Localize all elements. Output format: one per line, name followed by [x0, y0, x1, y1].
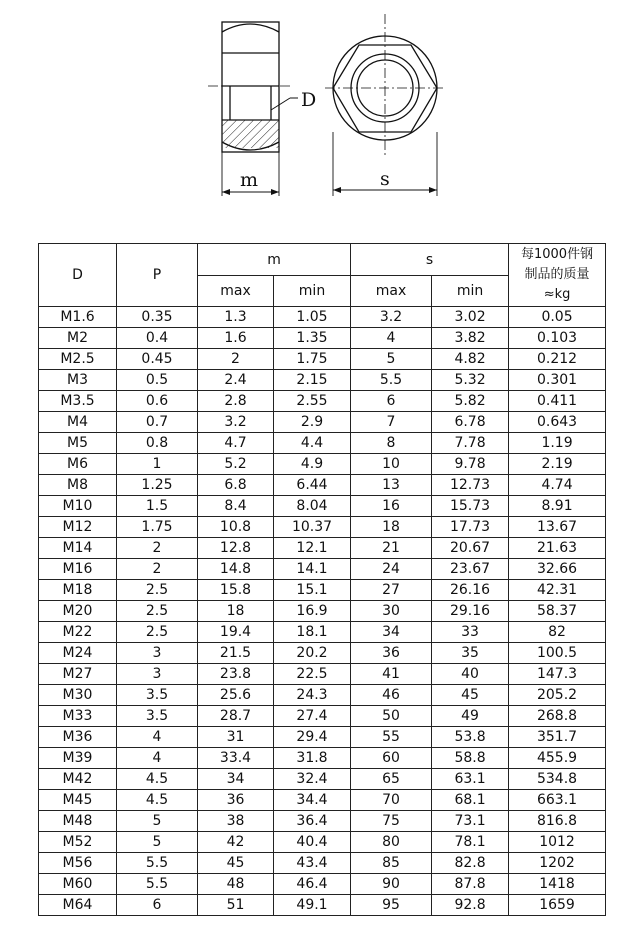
cell-d: M10	[39, 496, 117, 517]
cell-d: M45	[39, 790, 117, 811]
cell-d: M3	[39, 370, 117, 391]
cell-p: 0.6	[117, 391, 198, 412]
cell-mass: 1.19	[509, 433, 606, 454]
cell-m-min: 4.9	[274, 454, 351, 475]
cell-m-min: 4.4	[274, 433, 351, 454]
cell-m-min: 16.9	[274, 601, 351, 622]
cell-s-min: 6.78	[432, 412, 509, 433]
cell-s-min: 15.73	[432, 496, 509, 517]
cell-s-min: 87.8	[432, 874, 509, 895]
header-s-max: max	[351, 276, 432, 307]
cell-s-max: 85	[351, 853, 432, 874]
cell-m-min: 8.04	[274, 496, 351, 517]
cell-mass: 351.7	[509, 727, 606, 748]
cell-mass: 32.66	[509, 559, 606, 580]
cell-d: M64	[39, 895, 117, 916]
table-row	[39, 601, 606, 622]
cell-m-max: 31	[198, 727, 274, 748]
cell-d: M18	[39, 580, 117, 601]
cell-m-max: 33.4	[198, 748, 274, 769]
table-row	[39, 790, 606, 811]
table-row	[39, 307, 606, 328]
cell-mass: 205.2	[509, 685, 606, 706]
cell-mass: 0.05	[509, 307, 606, 328]
table-row	[39, 727, 606, 748]
cell-p: 2	[117, 538, 198, 559]
label-s: s	[380, 168, 390, 190]
cell-d: M22	[39, 622, 117, 643]
cell-d: M16	[39, 559, 117, 580]
cell-s-max: 90	[351, 874, 432, 895]
cell-m-max: 1.6	[198, 328, 274, 349]
cell-mass: 0.301	[509, 370, 606, 391]
cell-s-max: 80	[351, 832, 432, 853]
header-d: D	[39, 244, 117, 307]
cell-mass: 1012	[509, 832, 606, 853]
cell-s-max: 70	[351, 790, 432, 811]
cell-s-max: 21	[351, 538, 432, 559]
cell-s-min: 12.73	[432, 475, 509, 496]
cell-d: M20	[39, 601, 117, 622]
cell-d: M48	[39, 811, 117, 832]
cell-p: 4.5	[117, 790, 198, 811]
cell-s-min: 5.32	[432, 370, 509, 391]
table-row	[39, 769, 606, 790]
table-row	[39, 433, 606, 454]
cell-m-min: 24.3	[274, 685, 351, 706]
header-mass	[509, 244, 606, 307]
cell-d: M39	[39, 748, 117, 769]
cell-mass: 0.103	[509, 328, 606, 349]
cell-m-min: 32.4	[274, 769, 351, 790]
table-row	[39, 475, 606, 496]
cell-mass: 816.8	[509, 811, 606, 832]
cell-d: M24	[39, 643, 117, 664]
cell-s-max: 46	[351, 685, 432, 706]
cell-s-max: 50	[351, 706, 432, 727]
cell-m-min: 46.4	[274, 874, 351, 895]
cell-d: M52	[39, 832, 117, 853]
cell-p: 1.25	[117, 475, 198, 496]
cell-m-min: 49.1	[274, 895, 351, 916]
cell-s-max: 6	[351, 391, 432, 412]
cell-p: 5.5	[117, 853, 198, 874]
cell-mass: 663.1	[509, 790, 606, 811]
cell-p: 4.5	[117, 769, 198, 790]
cell-s-min: 92.8	[432, 895, 509, 916]
table-row	[39, 895, 606, 916]
cell-m-max: 15.8	[198, 580, 274, 601]
cell-s-min: 49	[432, 706, 509, 727]
cell-m-min: 12.1	[274, 538, 351, 559]
cell-s-min: 29.16	[432, 601, 509, 622]
cell-d: M56	[39, 853, 117, 874]
cell-m-max: 10.8	[198, 517, 274, 538]
table-row	[39, 349, 606, 370]
cell-m-min: 1.75	[274, 349, 351, 370]
cell-mass: 4.74	[509, 475, 606, 496]
table-row	[39, 811, 606, 832]
cell-s-min: 5.82	[432, 391, 509, 412]
cell-p: 2	[117, 559, 198, 580]
table-row	[39, 664, 606, 685]
cell-m-min: 2.15	[274, 370, 351, 391]
cell-m-min: 2.9	[274, 412, 351, 433]
cell-m-max: 25.6	[198, 685, 274, 706]
table-row	[39, 328, 606, 349]
table-row	[39, 643, 606, 664]
cell-mass: 100.5	[509, 643, 606, 664]
cell-s-min: 23.67	[432, 559, 509, 580]
cell-m-min: 36.4	[274, 811, 351, 832]
label-m: m	[240, 169, 259, 191]
cell-s-max: 75	[351, 811, 432, 832]
cell-m-min: 1.05	[274, 307, 351, 328]
cell-s-max: 55	[351, 727, 432, 748]
header-mass-line1: 每1000件钢	[520, 247, 594, 262]
cell-s-min: 3.02	[432, 307, 509, 328]
cell-d: M27	[39, 664, 117, 685]
cell-d: M8	[39, 475, 117, 496]
cell-s-min: 7.78	[432, 433, 509, 454]
table-row	[39, 517, 606, 538]
cell-s-min: 78.1	[432, 832, 509, 853]
cell-mass: 1418	[509, 874, 606, 895]
cell-d: M2	[39, 328, 117, 349]
table-row	[39, 685, 606, 706]
cell-m-max: 3.2	[198, 412, 274, 433]
cell-p: 2.5	[117, 622, 198, 643]
cell-p: 1.5	[117, 496, 198, 517]
cell-p: 3.5	[117, 685, 198, 706]
table-row	[39, 706, 606, 727]
cell-s-min: 17.73	[432, 517, 509, 538]
cell-p: 1.75	[117, 517, 198, 538]
cell-s-min: 73.1	[432, 811, 509, 832]
header-m-min: min	[274, 276, 351, 307]
cell-mass: 268.8	[509, 706, 606, 727]
cell-s-max: 36	[351, 643, 432, 664]
cell-d: M5	[39, 433, 117, 454]
cell-p: 0.35	[117, 307, 198, 328]
cell-p: 2.5	[117, 580, 198, 601]
cell-d: M14	[39, 538, 117, 559]
cell-m-max: 42	[198, 832, 274, 853]
cell-d: M2.5	[39, 349, 117, 370]
cell-m-max: 4.7	[198, 433, 274, 454]
cell-m-max: 14.8	[198, 559, 274, 580]
cell-m-max: 2.8	[198, 391, 274, 412]
cell-mass: 2.19	[509, 454, 606, 475]
cell-s-max: 3.2	[351, 307, 432, 328]
header-mass-line2: 制品的质量	[524, 267, 590, 282]
cell-s-min: 4.82	[432, 349, 509, 370]
cell-m-max: 18	[198, 601, 274, 622]
cell-s-min: 40	[432, 664, 509, 685]
header-s-min: min	[432, 276, 509, 307]
header-m-max: max	[198, 276, 274, 307]
cell-mass: 21.63	[509, 538, 606, 559]
cell-p: 6	[117, 895, 198, 916]
cell-p: 3	[117, 664, 198, 685]
cell-s-min: 68.1	[432, 790, 509, 811]
cell-s-min: 33	[432, 622, 509, 643]
cell-s-min: 26.16	[432, 580, 509, 601]
cell-p: 0.45	[117, 349, 198, 370]
table-row	[39, 748, 606, 769]
cell-s-min: 82.8	[432, 853, 509, 874]
cell-m-max: 28.7	[198, 706, 274, 727]
cell-s-min: 63.1	[432, 769, 509, 790]
cell-m-max: 36	[198, 790, 274, 811]
cell-d: M6	[39, 454, 117, 475]
label-d: D	[301, 89, 317, 111]
cell-p: 0.7	[117, 412, 198, 433]
cell-s-max: 5	[351, 349, 432, 370]
cell-s-max: 16	[351, 496, 432, 517]
cell-m-max: 19.4	[198, 622, 274, 643]
cell-s-max: 5.5	[351, 370, 432, 391]
cell-mass: 8.91	[509, 496, 606, 517]
cell-m-max: 12.8	[198, 538, 274, 559]
cell-s-max: 65	[351, 769, 432, 790]
table-body	[39, 307, 606, 916]
cell-mass: 58.37	[509, 601, 606, 622]
cell-mass: 455.9	[509, 748, 606, 769]
cell-d: M1.6	[39, 307, 117, 328]
cell-s-max: 27	[351, 580, 432, 601]
cell-m-max: 51	[198, 895, 274, 916]
table-row	[39, 370, 606, 391]
cell-d: M30	[39, 685, 117, 706]
cell-p: 5	[117, 811, 198, 832]
cell-d: M60	[39, 874, 117, 895]
spec-table	[38, 243, 606, 916]
cell-p: 2.5	[117, 601, 198, 622]
cell-s-max: 34	[351, 622, 432, 643]
cell-m-min: 31.8	[274, 748, 351, 769]
cell-d: M3.5	[39, 391, 117, 412]
header-mass-line3: ≈kg	[543, 287, 571, 302]
table-row	[39, 454, 606, 475]
table-row	[39, 832, 606, 853]
cell-mass: 0.411	[509, 391, 606, 412]
cell-m-min: 29.4	[274, 727, 351, 748]
cell-s-min: 9.78	[432, 454, 509, 475]
cell-p: 3.5	[117, 706, 198, 727]
cell-p: 0.8	[117, 433, 198, 454]
table-row	[39, 874, 606, 895]
cell-s-max: 13	[351, 475, 432, 496]
cell-s-min: 45	[432, 685, 509, 706]
cell-m-min: 14.1	[274, 559, 351, 580]
cell-d: M33	[39, 706, 117, 727]
cell-s-min: 58.8	[432, 748, 509, 769]
cell-d: M42	[39, 769, 117, 790]
cell-s-max: 7	[351, 412, 432, 433]
header-s: s	[351, 244, 509, 276]
cell-s-min: 53.8	[432, 727, 509, 748]
cell-s-max: 8	[351, 433, 432, 454]
cell-mass: 0.212	[509, 349, 606, 370]
cell-mass: 1659	[509, 895, 606, 916]
cell-m-max: 38	[198, 811, 274, 832]
cell-m-max: 45	[198, 853, 274, 874]
cell-s-max: 41	[351, 664, 432, 685]
cell-m-max: 6.8	[198, 475, 274, 496]
cell-m-max: 34	[198, 769, 274, 790]
cell-m-min: 10.37	[274, 517, 351, 538]
cell-p: 0.4	[117, 328, 198, 349]
cell-p: 1	[117, 454, 198, 475]
cell-m-min: 27.4	[274, 706, 351, 727]
cell-p: 4	[117, 748, 198, 769]
cell-m-max: 2.4	[198, 370, 274, 391]
cell-m-min: 15.1	[274, 580, 351, 601]
cell-m-max: 48	[198, 874, 274, 895]
cell-p: 0.5	[117, 370, 198, 391]
cell-mass: 534.8	[509, 769, 606, 790]
cell-s-max: 60	[351, 748, 432, 769]
table-row	[39, 580, 606, 601]
cell-m-min: 1.35	[274, 328, 351, 349]
cell-s-max: 4	[351, 328, 432, 349]
cell-s-max: 30	[351, 601, 432, 622]
table-row	[39, 559, 606, 580]
cell-m-min: 6.44	[274, 475, 351, 496]
cell-s-min: 3.82	[432, 328, 509, 349]
table-row	[39, 412, 606, 433]
cell-s-max: 10	[351, 454, 432, 475]
cell-mass: 42.31	[509, 580, 606, 601]
table-header	[39, 244, 606, 307]
table-row	[39, 496, 606, 517]
hex-nut-drawing	[0, 0, 621, 210]
table-row	[39, 391, 606, 412]
cell-p: 5	[117, 832, 198, 853]
cell-s-max: 18	[351, 517, 432, 538]
cell-s-max: 24	[351, 559, 432, 580]
header-p: P	[117, 244, 198, 307]
cell-mass: 82	[509, 622, 606, 643]
cell-p: 3	[117, 643, 198, 664]
cell-m-max: 23.8	[198, 664, 274, 685]
cell-mass: 1202	[509, 853, 606, 874]
cell-m-min: 18.1	[274, 622, 351, 643]
cell-mass: 147.3	[509, 664, 606, 685]
cell-s-max: 95	[351, 895, 432, 916]
cell-p: 5.5	[117, 874, 198, 895]
cell-m-min: 43.4	[274, 853, 351, 874]
cell-m-min: 22.5	[274, 664, 351, 685]
cell-mass: 13.67	[509, 517, 606, 538]
cell-m-min: 20.2	[274, 643, 351, 664]
cell-s-min: 20.67	[432, 538, 509, 559]
cell-d: M36	[39, 727, 117, 748]
cell-m-min: 40.4	[274, 832, 351, 853]
cell-m-min: 34.4	[274, 790, 351, 811]
cell-p: 4	[117, 727, 198, 748]
cell-m-max: 21.5	[198, 643, 274, 664]
cell-m-max: 1.3	[198, 307, 274, 328]
cell-d: M12	[39, 517, 117, 538]
cell-m-max: 8.4	[198, 496, 274, 517]
cell-m-min: 2.55	[274, 391, 351, 412]
table-row	[39, 538, 606, 559]
header-m: m	[198, 244, 351, 276]
table-row	[39, 622, 606, 643]
cell-s-min: 35	[432, 643, 509, 664]
cell-mass: 0.643	[509, 412, 606, 433]
table-row	[39, 853, 606, 874]
cell-d: M4	[39, 412, 117, 433]
cell-m-max: 5.2	[198, 454, 274, 475]
cell-m-max: 2	[198, 349, 274, 370]
